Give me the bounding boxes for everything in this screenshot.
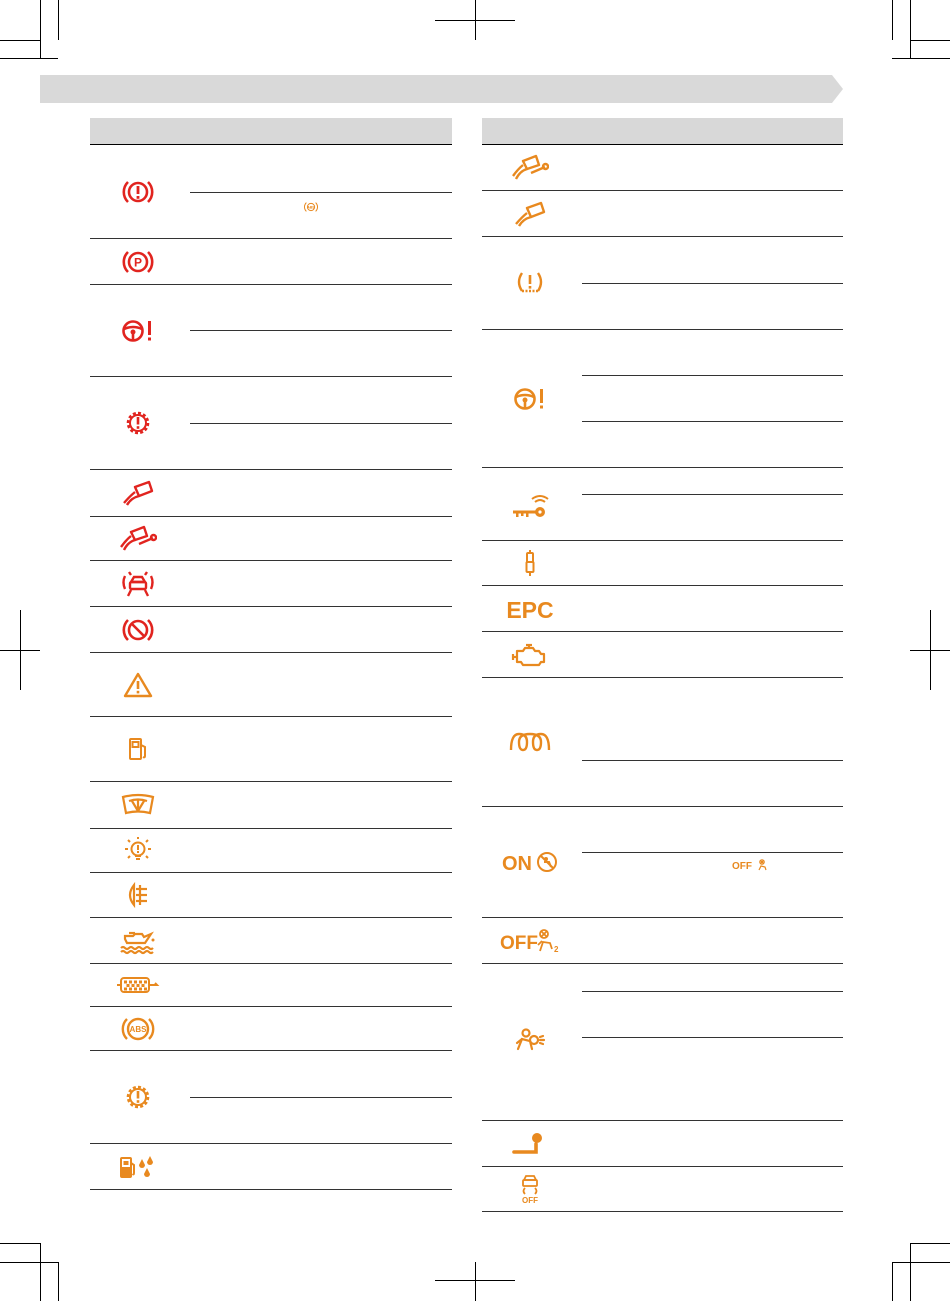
- table-row: [482, 468, 843, 541]
- abs-icon: [90, 1007, 185, 1050]
- abs-inline-label: ABS: [307, 205, 315, 210]
- glow-plug-icon: [482, 678, 577, 806]
- table-row: [482, 807, 843, 918]
- brake-service-icon: [90, 517, 185, 560]
- table-header: [90, 118, 452, 145]
- table-row: [90, 517, 452, 561]
- fuel-level-icon: [90, 717, 185, 781]
- rear-fog-light-icon: [90, 873, 185, 917]
- table-row: [90, 964, 452, 1007]
- warning-triangle-icon: [90, 653, 185, 716]
- airbag-on-label: ON: [501, 853, 532, 875]
- table-row: [90, 717, 452, 782]
- table-row: [482, 237, 843, 330]
- airbag-off-subscript: 2: [553, 944, 558, 954]
- row-divider: [190, 330, 452, 331]
- esc-off-icon: [482, 1167, 577, 1211]
- tyre-pressure-icon: [482, 237, 577, 329]
- table-row: [482, 191, 843, 237]
- gearbox-fault-icon: [90, 1051, 185, 1143]
- shock-absorber-icon: [482, 541, 577, 585]
- gearbox-warning-icon: [90, 377, 185, 469]
- table-header: [482, 118, 843, 145]
- esc-off-label: OFF: [521, 1196, 538, 1205]
- key-battery-icon: [482, 476, 577, 540]
- row-divider: [582, 760, 843, 761]
- table-row: [90, 239, 452, 285]
- table-row: [482, 586, 843, 632]
- brake-pad-icon: [482, 191, 577, 236]
- table-row: [482, 1121, 843, 1167]
- brake-pad-icon: [90, 470, 185, 516]
- brake-service-icon: [482, 146, 577, 190]
- row-divider: [190, 1097, 452, 1098]
- table-row: [90, 285, 452, 377]
- left-warning-table: [90, 118, 452, 1190]
- epc-label: EPC: [505, 596, 554, 623]
- steering-warning-icon: [90, 285, 185, 376]
- table-row: [90, 377, 452, 470]
- airbag-off-icon: [482, 918, 577, 963]
- oil-level-icon: [90, 918, 185, 963]
- airbag-off-label: OFF: [499, 932, 538, 954]
- row-divider: [582, 852, 843, 853]
- table-row: [482, 330, 843, 468]
- row-divider: [190, 192, 452, 193]
- table-row: [90, 146, 452, 239]
- row-divider: [190, 423, 452, 424]
- abs-label: ABS: [129, 1024, 146, 1034]
- table-row: [482, 541, 843, 586]
- epc-icon: [482, 586, 577, 631]
- table-row: [90, 1144, 452, 1190]
- table-row: [90, 873, 452, 918]
- fuel-water-icon: [90, 1144, 185, 1189]
- table-row: [90, 829, 452, 873]
- row-divider: [582, 283, 843, 284]
- washer-fluid-icon: [90, 782, 185, 828]
- table-row: [90, 782, 452, 829]
- airbag-off-inline-icon: [732, 858, 776, 877]
- airbag-system-icon: [482, 964, 577, 1120]
- front-assist-icon: [90, 561, 185, 606]
- table-row: [90, 561, 452, 607]
- row-divider: [582, 494, 843, 495]
- particle-filter-icon: [90, 964, 185, 1006]
- row-divider: [582, 1037, 843, 1038]
- table-row: [482, 918, 843, 964]
- brake-booster-icon: [90, 607, 185, 652]
- parking-brake-label: P: [133, 255, 142, 269]
- engine-check-icon: [482, 632, 577, 677]
- right-warning-table: [482, 118, 843, 1212]
- table-row: [90, 607, 452, 653]
- airbag-on-icon: [482, 807, 577, 917]
- airbag-off-inline-label: OFF: [732, 861, 752, 872]
- table-row: [482, 678, 843, 807]
- table-row: [90, 918, 452, 964]
- steering-fault-icon: [482, 330, 577, 467]
- abs-inline-icon: [304, 200, 318, 218]
- table-row: [482, 1167, 843, 1212]
- row-divider: [582, 991, 843, 992]
- table-row: [90, 470, 452, 517]
- brake-warning-icon: [90, 146, 185, 238]
- row-divider: [582, 421, 843, 422]
- row-divider: [582, 375, 843, 376]
- table-row: [482, 146, 843, 191]
- table-row: [90, 1051, 452, 1144]
- table-row: [482, 964, 843, 1121]
- parking-brake-icon: [90, 239, 185, 284]
- chapter-header-bar: [40, 75, 843, 103]
- table-row: [90, 653, 452, 717]
- bulb-fault-icon: [90, 829, 185, 872]
- towbar-icon: [482, 1121, 577, 1166]
- table-row: [90, 1007, 452, 1051]
- table-row: [482, 632, 843, 678]
